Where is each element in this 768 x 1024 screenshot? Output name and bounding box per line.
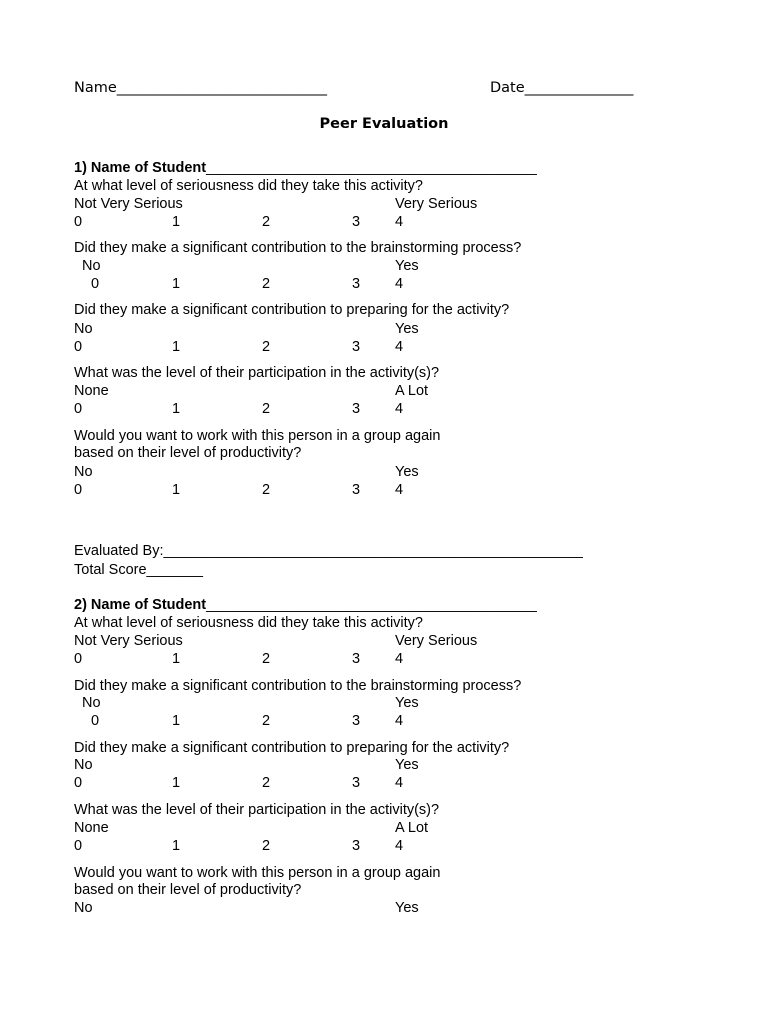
rating-option-3[interactable]: 3	[352, 339, 361, 355]
scale-low-label: None	[74, 820, 109, 836]
scale-high-label: A Lot	[395, 383, 429, 399]
scale-high-label: Very Serious	[395, 633, 478, 649]
scale-low-label: No	[74, 321, 93, 337]
scale-high-label: Yes	[395, 757, 419, 773]
question-prompt: Would you want to work with this person in a group again	[74, 428, 441, 444]
rating-option-4[interactable]: 4	[395, 214, 404, 230]
question-prompt: At what level of seriousness did they take this activity?	[74, 178, 423, 194]
scale-low-label: No	[82, 695, 101, 711]
scale-low-label: Not Very Serious	[74, 633, 183, 649]
rating-option-1[interactable]: 1	[172, 482, 181, 498]
scale-low-label: No	[74, 464, 93, 480]
rating-option-0[interactable]: 0	[74, 482, 83, 498]
rating-option-3[interactable]: 3	[352, 838, 361, 854]
rating-option-2[interactable]: 2	[262, 482, 271, 498]
evaluated-by-blank[interactable]: ____________________________________________________	[163, 543, 583, 559]
scale-low-label: None	[74, 383, 109, 399]
scale-high-label: Yes	[395, 695, 419, 711]
rating-option-0[interactable]: 0	[91, 713, 100, 729]
rating-option-4[interactable]: 4	[395, 838, 404, 854]
rating-option-3[interactable]: 3	[352, 651, 361, 667]
student-name-label: 2) Name of Student	[74, 597, 207, 613]
rating-option-4[interactable]: 4	[395, 713, 404, 729]
rating-option-0[interactable]: 0	[74, 339, 83, 355]
rating-option-0[interactable]: 0	[74, 401, 83, 417]
rating-option-0[interactable]: 0	[74, 838, 83, 854]
rating-option-3[interactable]: 3	[352, 401, 361, 417]
question-prompt: Did they make a significant contribution to the brainstorming process?	[74, 678, 522, 694]
rating-option-1[interactable]: 1	[172, 838, 181, 854]
total-score-label: Total Score	[74, 562, 147, 578]
scale-high-label: A Lot	[395, 820, 429, 836]
evaluated-by-line[interactable]	[74, 542, 583, 560]
scale-low-label: No	[74, 757, 93, 773]
scale-low-label: No	[74, 900, 93, 916]
total-score-blank[interactable]: _______	[146, 562, 203, 578]
question-prompt: Did they make a significant contribution to preparing for the activity?	[74, 302, 510, 318]
rating-option-4[interactable]: 4	[395, 651, 404, 667]
rating-option-2[interactable]: 2	[262, 401, 271, 417]
rating-option-2[interactable]: 2	[262, 775, 271, 791]
scale-high-label: Yes	[395, 321, 419, 337]
rating-option-1[interactable]: 1	[172, 276, 181, 292]
name-blank[interactable]: _____________________________	[116, 80, 328, 96]
rating-option-2[interactable]: 2	[262, 276, 271, 292]
date-blank[interactable]: _______________	[524, 80, 634, 96]
student-name-line[interactable]	[74, 596, 537, 614]
question-prompt: What was the level of their participation in the activity(s)?	[74, 802, 440, 818]
name-label: Name	[74, 80, 117, 96]
rating-option-4[interactable]: 4	[395, 401, 404, 417]
rating-option-2[interactable]: 2	[262, 838, 271, 854]
rating-option-1[interactable]: 1	[172, 651, 181, 667]
question-prompt: What was the level of their participation in the activity(s)?	[74, 365, 440, 381]
rating-option-4[interactable]: 4	[395, 339, 404, 355]
rating-option-0[interactable]: 0	[91, 276, 100, 292]
rating-option-4[interactable]: 4	[395, 482, 404, 498]
rating-option-1[interactable]: 1	[172, 713, 181, 729]
page-title: Peer Evaluation	[319, 116, 449, 132]
date-line[interactable]	[490, 79, 633, 97]
rating-option-3[interactable]: 3	[352, 775, 361, 791]
question-prompt: Did they make a significant contribution to the brainstorming process?	[74, 240, 522, 256]
rating-option-2[interactable]: 2	[262, 214, 271, 230]
rating-option-3[interactable]: 3	[352, 713, 361, 729]
question-prompt: Would you want to work with this person in a group again	[74, 865, 441, 881]
rating-option-1[interactable]: 1	[172, 401, 181, 417]
rating-option-2[interactable]: 2	[262, 713, 271, 729]
evaluated-by-label: Evaluated By:	[74, 543, 164, 559]
question-prompt: At what level of seriousness did they take this activity?	[74, 615, 423, 631]
date-label: Date	[490, 80, 525, 96]
rating-option-0[interactable]: 0	[74, 775, 83, 791]
rating-option-2[interactable]: 2	[262, 651, 271, 667]
name-line[interactable]	[74, 79, 327, 97]
rating-option-1[interactable]: 1	[172, 775, 181, 791]
rating-option-0[interactable]: 0	[74, 651, 83, 667]
scale-low-label: No	[82, 258, 101, 274]
rating-option-4[interactable]: 4	[395, 276, 404, 292]
student-name-blank[interactable]: _________________________________________	[206, 597, 537, 613]
scale-high-label: Yes	[395, 464, 419, 480]
student-name-label: 1) Name of Student	[74, 160, 207, 176]
student-name-blank[interactable]: _________________________________________	[206, 160, 537, 176]
scale-high-label: Very Serious	[395, 196, 478, 212]
rating-option-4[interactable]: 4	[395, 775, 404, 791]
rating-option-3[interactable]: 3	[352, 482, 361, 498]
question-prompt: Did they make a significant contribution to preparing for the activity?	[74, 740, 510, 756]
total-score-line[interactable]	[74, 561, 203, 579]
question-prompt: based on their level of productivity?	[74, 445, 302, 461]
rating-option-2[interactable]: 2	[262, 339, 271, 355]
rating-option-0[interactable]: 0	[74, 214, 83, 230]
question-prompt: based on their level of productivity?	[74, 882, 302, 898]
rating-option-1[interactable]: 1	[172, 339, 181, 355]
rating-option-3[interactable]: 3	[352, 214, 361, 230]
scale-high-label: Yes	[395, 258, 419, 274]
student-name-line[interactable]	[74, 159, 537, 177]
scale-high-label: Yes	[395, 900, 419, 916]
rating-option-1[interactable]: 1	[172, 214, 181, 230]
rating-option-3[interactable]: 3	[352, 276, 361, 292]
scale-low-label: Not Very Serious	[74, 196, 183, 212]
